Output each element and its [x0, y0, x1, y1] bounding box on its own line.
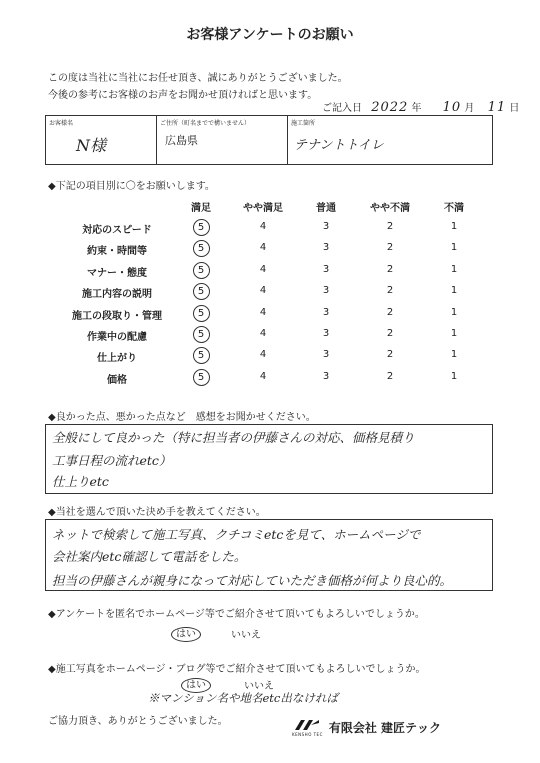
- photo-note: ※マンション名や地名etc出なければ: [148, 691, 338, 705]
- rating-value: 1: [450, 328, 458, 339]
- rating-value: 2: [386, 328, 394, 339]
- company-logo: [292, 718, 323, 737]
- place-cell: [288, 116, 492, 164]
- rating-value: 5: [193, 305, 210, 322]
- rating-value: 2: [386, 306, 394, 318]
- rating-value: 5: [193, 283, 210, 300]
- anon-yes-option[interactable]: はい: [171, 627, 201, 642]
- photo-question: ◆施工写真をホームページ・ブログ等でご紹介させて頂いてもよろしいでしょうか。: [48, 664, 426, 675]
- feedback-line-1: 全般にして良かった（特に担当者の伊藤さんの対応、価格見積り: [52, 430, 415, 445]
- rating-option[interactable]: [370, 221, 410, 232]
- anon-question: ◆アンケートを匿名でホームページ等でご紹介させて頂いてもよろしいでしょうか。: [48, 609, 425, 620]
- rating-option[interactable]: [370, 349, 410, 360]
- rating-label: 対応のスピード: [82, 225, 152, 236]
- rating-value: 2: [386, 242, 394, 254]
- rating-value: 5: [193, 240, 210, 257]
- date-year-unit: 年: [411, 103, 422, 114]
- rating-option[interactable]: [181, 262, 221, 279]
- rating-value: 5: [193, 347, 210, 364]
- address-value: 広島県: [165, 134, 198, 147]
- thanks-message: ご協力頂き、ありがとうございました。: [48, 716, 228, 727]
- rating-value: 3: [322, 328, 330, 339]
- customer-info-box: [45, 115, 493, 165]
- rating-label: 仕上がり: [97, 353, 137, 365]
- rating-value: 1: [450, 221, 458, 232]
- address-cell: [157, 116, 288, 164]
- rating-label: 作業中の配慮: [87, 332, 147, 343]
- feedback-line-3: 仕上りetc: [52, 474, 109, 489]
- rating-value: 3: [322, 306, 330, 318]
- decision-line-2: 会社案内etc確認して電話をした。: [52, 549, 247, 564]
- date-day-unit: 日: [509, 103, 520, 114]
- rating-option[interactable]: [243, 371, 283, 382]
- rating-value: 1: [450, 263, 458, 275]
- rating-option[interactable]: [306, 264, 346, 275]
- rating-option[interactable]: [370, 285, 410, 296]
- rating-value: 4: [259, 263, 267, 275]
- decision-question: ◆当社を選んで頂いた決め手を教えてください。: [48, 507, 266, 518]
- name-value: N様: [76, 136, 107, 155]
- rating-value: 3: [322, 285, 330, 297]
- rating-option[interactable]: [306, 371, 346, 382]
- rating-value: 4: [259, 306, 267, 318]
- company-logo-area: [292, 718, 441, 737]
- rating-value: 2: [386, 221, 394, 232]
- feedback-answer-box: [45, 424, 493, 494]
- name-cell: [46, 116, 157, 164]
- rating-option[interactable]: [243, 349, 283, 360]
- header-satisfied: 満足: [191, 203, 211, 214]
- rating-value: 2: [386, 370, 394, 382]
- header-somewhat-dissatisfied: やや不満: [370, 203, 410, 214]
- rating-option[interactable]: [243, 221, 283, 232]
- rating-value: 5: [193, 326, 210, 343]
- rating-option[interactable]: [243, 264, 283, 275]
- anon-no-option[interactable]: いいえ: [231, 630, 261, 641]
- rating-option[interactable]: [243, 285, 283, 296]
- rating-option[interactable]: [243, 307, 283, 318]
- rating-option[interactable]: [434, 264, 474, 275]
- entry-date: [322, 99, 519, 115]
- photo-yes-wrapper: [181, 676, 211, 691]
- address-label: ご住所（町名までで構いません）: [160, 120, 251, 127]
- rating-option[interactable]: [181, 240, 221, 257]
- rating-option[interactable]: [181, 219, 221, 236]
- rating-option[interactable]: [306, 349, 346, 360]
- date-month: 10: [442, 100, 462, 115]
- rating-option[interactable]: [181, 347, 221, 364]
- page-title: お客様アンケートのお願い: [186, 27, 354, 43]
- rating-value: 1: [450, 349, 458, 361]
- rating-value: 3: [322, 263, 330, 275]
- rating-option[interactable]: [306, 242, 346, 253]
- rating-option[interactable]: [370, 307, 410, 318]
- company-logo-text: KENSHO TEC: [292, 732, 323, 737]
- rating-label: 施工の段取り・管理: [72, 310, 162, 322]
- rating-option[interactable]: [434, 349, 474, 360]
- rating-option[interactable]: [434, 307, 474, 318]
- decision-line-3: 担当の伊藤さんが親身になって対応していただき価格が何より良心的。: [52, 573, 453, 588]
- header-somewhat-satisfied: やや満足: [243, 203, 283, 214]
- rating-value: 5: [193, 369, 210, 386]
- rating-value: 4: [259, 242, 267, 254]
- rating-value: 3: [322, 242, 330, 254]
- decision-answer-box: [45, 519, 493, 591]
- rating-value: 5: [193, 262, 210, 279]
- rating-value: 4: [259, 370, 267, 382]
- rating-value: 2: [386, 263, 394, 275]
- rating-label: 約束・時間等: [87, 246, 147, 258]
- header-neutral: 普通: [316, 203, 336, 214]
- rating-option[interactable]: [434, 371, 474, 382]
- rating-option[interactable]: [370, 371, 410, 382]
- place-label: 施工箇所: [291, 120, 316, 127]
- rating-option[interactable]: [370, 328, 410, 339]
- rating-option[interactable]: [181, 326, 221, 343]
- anon-yes-wrapper: [171, 625, 201, 640]
- rating-value: 1: [450, 242, 458, 254]
- name-label: お客様名: [49, 120, 74, 127]
- rating-value: 4: [259, 221, 267, 232]
- rating-instruction: ◆下記の項目別に〇をお願いします。: [48, 181, 215, 192]
- rating-value: 3: [322, 349, 330, 361]
- rating-value: 3: [322, 221, 330, 232]
- rating-option[interactable]: [243, 242, 283, 253]
- rating-value: 3: [322, 370, 330, 382]
- rating-value: 1: [450, 306, 458, 318]
- rating-option[interactable]: [181, 369, 221, 386]
- rating-label: 価格: [107, 374, 127, 386]
- rating-option[interactable]: [306, 285, 346, 296]
- rating-value: 1: [450, 285, 458, 297]
- company-logo-icon: [293, 718, 321, 732]
- rating-option[interactable]: [306, 221, 346, 232]
- rating-label: 施工内容の説明: [82, 289, 152, 301]
- rating-option[interactable]: [370, 264, 410, 275]
- rating-option[interactable]: [181, 283, 221, 300]
- place-value: テナントトイレ: [294, 138, 384, 153]
- photo-yes-option[interactable]: はい: [181, 678, 211, 693]
- rating-option[interactable]: [243, 328, 283, 339]
- rating-option[interactable]: [434, 221, 474, 232]
- rating-value: 4: [259, 349, 267, 361]
- intro-line-1: この度は当社に当社にお任せ頂き、誠にありがとうございました。: [48, 73, 348, 84]
- rating-option[interactable]: [434, 328, 474, 339]
- date-day: 11: [487, 100, 507, 115]
- rating-option[interactable]: [434, 242, 474, 253]
- rating-option[interactable]: [434, 285, 474, 296]
- rating-label: マナー・態度: [87, 267, 147, 279]
- company-name: 有限会社 建匠テック: [328, 721, 442, 735]
- photo-no-option[interactable]: いいえ: [244, 681, 274, 692]
- rating-value: 2: [386, 285, 394, 297]
- intro-line-2: 今後の参考にお客様のお声をお聞かせ頂ければと思います。: [48, 90, 318, 101]
- rating-value: 2: [386, 349, 394, 361]
- decision-line-1: ネットで検索して施工写真、クチコミetcを見て、ホームページで: [52, 527, 421, 542]
- rating-option[interactable]: [181, 305, 221, 322]
- feedback-question: ◆良かった点、悪かった点など 感想をお聞かせください。: [48, 412, 316, 423]
- date-year: 2022: [371, 100, 409, 115]
- rating-value: 4: [259, 285, 267, 297]
- date-month-unit: 月: [464, 103, 475, 114]
- rating-value: 4: [259, 328, 267, 339]
- rating-option[interactable]: [306, 307, 346, 318]
- date-label: ご記入日: [322, 103, 362, 114]
- rating-value: 1: [450, 370, 458, 382]
- rating-option[interactable]: [306, 328, 346, 339]
- feedback-line-2: 工事日程の流れetc）: [52, 453, 172, 468]
- rating-option[interactable]: [370, 242, 410, 253]
- rating-value: 5: [193, 219, 210, 236]
- header-dissatisfied: 不満: [444, 203, 464, 214]
